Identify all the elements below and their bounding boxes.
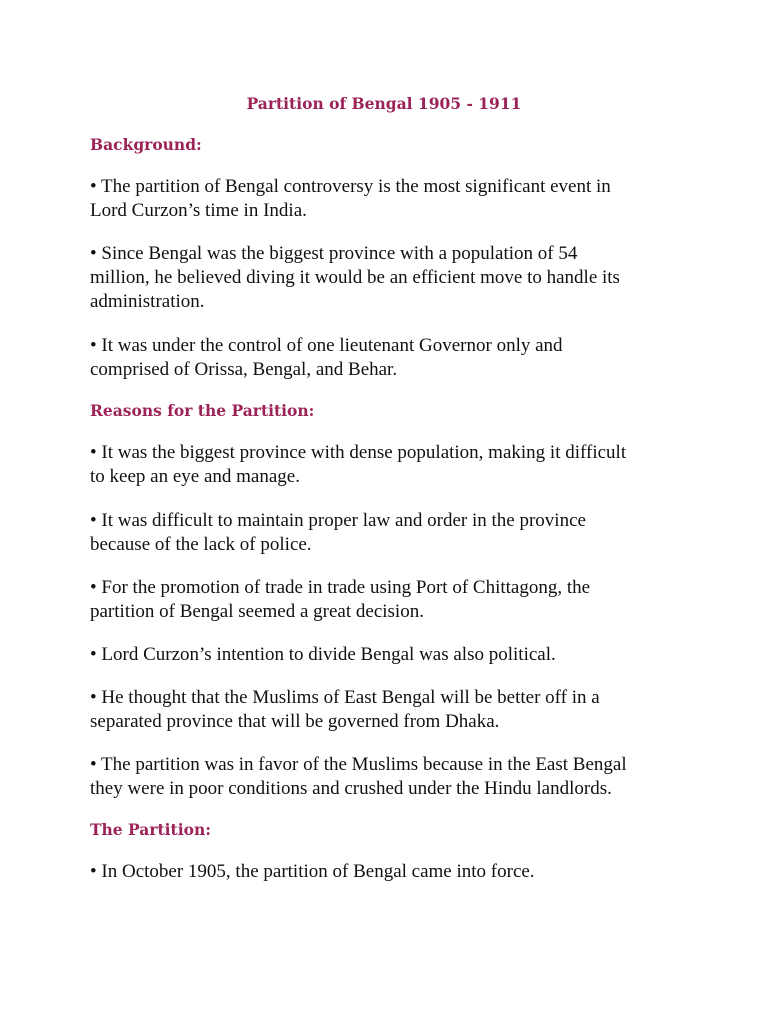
section-heading-reasons: Reasons for the Partition: [90,401,315,420]
paragraph-line: • The partition was in favor of the Muslims because in the East Bengal [90,754,627,775]
paragraph [90,441,690,489]
paragraph [90,576,690,624]
paragraph-line: • In October 1905, the partition of Bengal came into force. [90,861,535,882]
paragraph [90,643,690,667]
paragraph-line: to keep an eye and manage. [90,466,300,487]
section-heading-background: Background: [90,135,202,154]
paragraph-line: • Lord Curzon’s intention to divide Bengal was also political. [90,644,556,665]
paragraph-line: million, he believed diving it would be an efficient move to handle its [90,267,620,288]
section-heading-partition: The Partition: [90,820,211,839]
paragraph-line: because of the lack of police. [90,534,312,555]
paragraph-line: administration. [90,291,205,312]
paragraph-line: they were in poor conditions and crushed under the Hindu landlords. [90,778,612,799]
paragraph [90,334,690,382]
paragraph-line: separated province that will be governed from Dhaka. [90,711,500,732]
paragraph-line: • Since Bengal was the biggest province with a population of 54 [90,243,578,264]
paragraph-line: • The partition of Bengal controversy is the most significant event in [90,176,611,197]
paragraph [90,686,690,734]
paragraph-line: • It was under the control of one lieutenant Governor only and [90,335,563,356]
paragraph [90,242,690,314]
paragraph-line: partition of Bengal seemed a great decision. [90,601,424,622]
paragraph-line: • For the promotion of trade in trade using Port of Chittagong, the [90,577,591,598]
paragraph-line: • It was the biggest province with dense population, making it difficult [90,442,627,463]
paragraph [90,175,690,223]
page-title: Partition of Bengal 1905 - 1911 [246,94,522,113]
paragraph [90,753,690,801]
paragraph-line: • It was difficult to maintain proper law and order in the province [90,510,586,531]
paragraph [90,860,690,884]
paragraph-line: • He thought that the Muslims of East Bengal will be better off in a [90,687,600,708]
paragraph [90,509,690,557]
paragraph-line: Lord Curzon’s time in India. [90,200,307,221]
paragraph-line: comprised of Orissa, Bengal, and Behar. [90,359,398,380]
